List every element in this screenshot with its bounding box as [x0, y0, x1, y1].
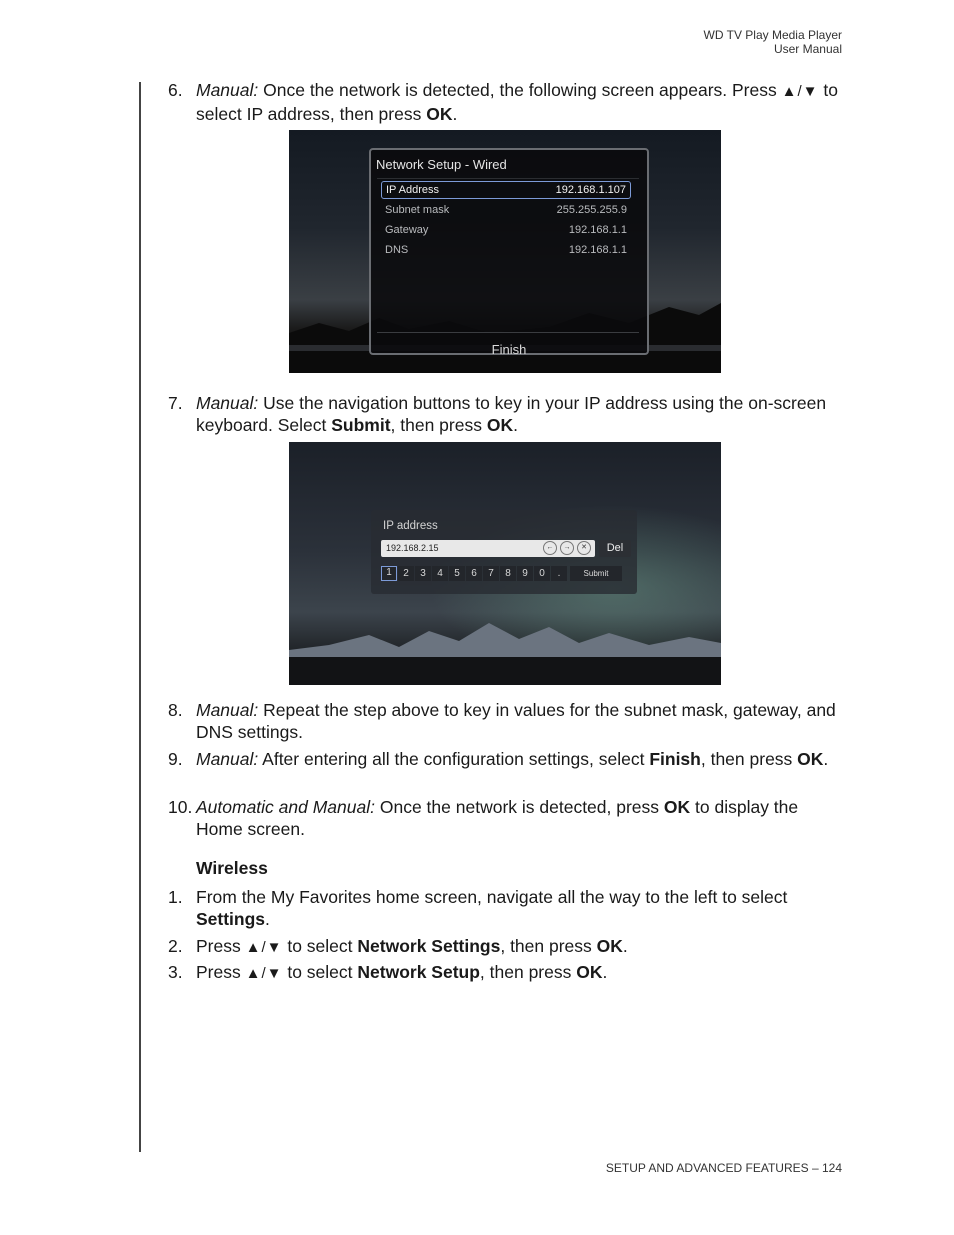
- key-2[interactable]: 2: [398, 566, 414, 581]
- row-label: Subnet mask: [385, 204, 450, 216]
- key-6[interactable]: 6: [466, 566, 482, 581]
- submit-button[interactable]: Submit: [570, 566, 622, 581]
- step-text-part: to select IP address, then press: [196, 80, 838, 124]
- step-bold: OK: [797, 749, 824, 769]
- step-text-part: .: [265, 909, 270, 929]
- step-number: 7.: [168, 393, 183, 413]
- clear-icon[interactable]: ✕: [577, 541, 591, 555]
- step-bold: Submit: [331, 415, 391, 435]
- step-bold: OK: [486, 415, 514, 435]
- page-footer: SETUP AND ADVANCED FEATURES – 124: [605, 1161, 842, 1175]
- ip-address-keyboard: [371, 510, 637, 594]
- step-text: [196, 961, 844, 985]
- key-7[interactable]: 7: [483, 566, 499, 581]
- step-text-part: .: [452, 104, 458, 124]
- step-text-part: After entering all the configuration settings, select: [258, 749, 650, 769]
- divider: [377, 332, 639, 333]
- row-label: Gateway: [385, 224, 429, 236]
- step-9: [168, 748, 844, 770]
- subnet-mask-row[interactable]: [381, 201, 631, 219]
- key-4[interactable]: 4: [432, 566, 448, 581]
- network-setup-screenshot: [289, 130, 721, 373]
- header-subtitle: User Manual: [773, 42, 842, 56]
- step-text: [196, 79, 844, 125]
- finish-button[interactable]: Finish: [491, 342, 527, 357]
- step-lead: Automatic and Manual:: [196, 797, 375, 817]
- up-down-arrows-icon: ▲/▼: [245, 939, 283, 956]
- step-bold: OK: [426, 104, 453, 124]
- step-text-part: to select: [282, 936, 358, 956]
- margin-rule: [139, 82, 141, 1152]
- step-bold: OK: [596, 936, 623, 956]
- step-bold: Settings: [196, 909, 266, 929]
- ip-input-field[interactable]: [381, 540, 595, 557]
- key-row: [381, 566, 622, 581]
- arrow-left-icon[interactable]: ←: [543, 541, 557, 555]
- step-number: 8.: [168, 700, 183, 720]
- panel-title: Network Setup - Wired: [376, 157, 507, 172]
- step-bold: OK: [663, 797, 691, 817]
- step-text-part: From the My Favorites home screen, navigate all the way to the left to select: [196, 887, 788, 907]
- step-text-part: , then press: [700, 749, 798, 769]
- row-value: 255.255.255.9: [556, 204, 627, 216]
- step-bold: Finish: [649, 749, 701, 769]
- wireless-step-3: [168, 961, 844, 985]
- step-text-part: , then press: [500, 936, 597, 956]
- key-5[interactable]: 5: [449, 566, 465, 581]
- ip-keyboard-screenshot: [289, 442, 721, 685]
- step-number: 2.: [168, 936, 183, 956]
- row-label: IP Address: [386, 184, 439, 196]
- settings-list: [377, 178, 639, 341]
- step-bold: Network Settings: [357, 936, 501, 956]
- step-text-part: .: [602, 962, 608, 982]
- key-1[interactable]: 1: [381, 566, 397, 581]
- step-lead: Manual:: [196, 749, 259, 769]
- step-text-part: , then press: [479, 962, 577, 982]
- step-text: [196, 392, 844, 436]
- step-number: 6.: [168, 80, 183, 100]
- step-text-part: Press: [196, 962, 246, 982]
- step-text: [196, 699, 844, 743]
- wireless-step-1: [168, 886, 844, 930]
- input-controls: [543, 541, 591, 555]
- step-10: [168, 796, 844, 840]
- input-value: 192.168.2.15: [386, 543, 439, 553]
- delete-button[interactable]: Del: [599, 540, 631, 557]
- step-text-part: .: [622, 936, 628, 956]
- wireless-step-2: [168, 935, 844, 959]
- row-value: 192.168.1.1: [568, 244, 627, 256]
- key-9[interactable]: 9: [517, 566, 533, 581]
- step-text-part: , then press: [390, 415, 487, 435]
- step-text: [196, 796, 844, 840]
- landscape-silhouette: [289, 605, 721, 685]
- gateway-row[interactable]: [381, 221, 631, 239]
- step-text-part: to display the Home screen.: [196, 797, 799, 839]
- key-8[interactable]: 8: [500, 566, 516, 581]
- step-text-part: .: [823, 749, 829, 769]
- step-number: 3.: [168, 962, 183, 982]
- step-number: 10.: [168, 797, 193, 817]
- row-value: 192.168.1.1: [568, 224, 627, 236]
- step-text-part: Use the navigation buttons to key in your IP address using the on-screen keyboard. Select: [196, 393, 827, 435]
- dns-row[interactable]: [381, 241, 631, 259]
- wireless-heading: Wireless: [196, 858, 268, 878]
- network-setup-panel: [369, 148, 649, 355]
- header-title: WD TV Play Media Player: [703, 28, 842, 42]
- step-text: [196, 886, 844, 930]
- step-lead: Manual:: [196, 393, 259, 413]
- step-6: [168, 79, 844, 125]
- step-text-part: Repeat the step above to key in values for the subnet mask, gateway, and DNS settings.: [196, 700, 836, 742]
- step-text-part: to select: [282, 962, 358, 982]
- step-bold: OK: [576, 962, 603, 982]
- up-down-arrows-icon: ▲/▼: [245, 965, 283, 982]
- up-down-arrows-icon: ▲/▼: [781, 83, 819, 100]
- step-text-part: Press: [196, 936, 246, 956]
- step-text: [196, 935, 844, 959]
- step-number: 1.: [168, 887, 183, 907]
- step-text-part: Once the network is detected, the following screen appears. Press: [258, 80, 782, 100]
- step-text-part: .: [513, 415, 518, 435]
- step-number: 9.: [168, 749, 183, 769]
- key-0[interactable]: 0: [534, 566, 550, 581]
- step-7: [168, 392, 844, 436]
- step-lead: Manual:: [196, 700, 259, 720]
- ip-address-row[interactable]: [381, 181, 631, 199]
- step-lead: Manual:: [196, 80, 259, 100]
- step-text-part: Once the network is detected, press: [375, 797, 664, 817]
- arrow-right-icon[interactable]: →: [560, 541, 574, 555]
- step-text: [196, 748, 844, 770]
- page-header: [704, 28, 843, 56]
- row-value: 192.168.1.107: [555, 184, 626, 196]
- step-8: [168, 699, 844, 743]
- key-3[interactable]: 3: [415, 566, 431, 581]
- step-bold: Network Setup: [357, 962, 480, 982]
- key-dot[interactable]: .: [551, 566, 567, 581]
- keyboard-title: IP address: [383, 520, 438, 532]
- row-label: DNS: [385, 244, 409, 256]
